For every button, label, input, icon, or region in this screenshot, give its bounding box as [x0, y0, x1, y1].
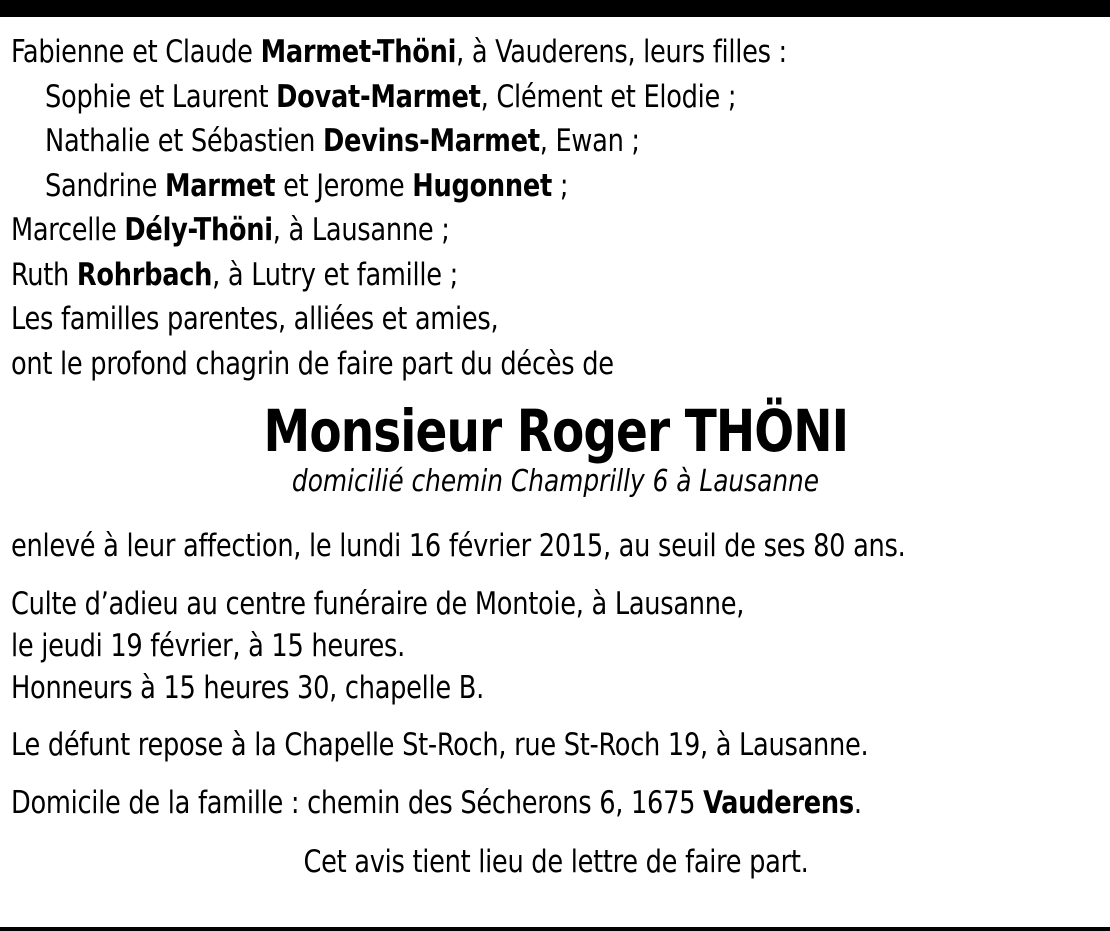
announcement-line: ont le profond chagrin de faire part du décès de	[11, 345, 614, 382]
family-line-text: et Jerome	[275, 167, 413, 204]
family-line-text: Fabienne et Claude	[11, 34, 261, 70]
deceased-address: domicilié chemin Champrilly 6 à Lausanne	[292, 464, 820, 499]
family-line-5	[11, 208, 1014, 253]
rest-line: Le défunt repose à la Chapelle St-Roch, rue St-Roch 19, à Lausanne.	[11, 726, 869, 763]
deceased-name: Monsieur Roger THÖNI	[263, 397, 849, 465]
ceremony-line: le jeudi 19 février, à 15 heures.	[11, 627, 406, 664]
ceremony-line: Honneurs à 15 heures 30, chapelle B.	[11, 669, 484, 706]
family-surname: Marmet	[165, 167, 276, 204]
family-line-6	[11, 253, 1014, 298]
top-border-rule	[0, 0, 1110, 17]
death-line: enlevé à leur affection, le lundi 16 février 2015, au seuil de ses 80 ans.	[11, 528, 906, 564]
family-line-text: , Clément et Elodie ;	[480, 78, 737, 115]
family-line-text: , Ewan ;	[539, 123, 640, 159]
family-line-text: , à Lutry et famille ;	[212, 256, 458, 293]
family-home-line	[11, 781, 1014, 826]
family-surname: Dély-Thöni	[124, 212, 273, 248]
family-line-text: Sandrine	[45, 167, 166, 204]
family-line-1	[11, 30, 1014, 75]
family-line-text: , à Vauderens, leurs filles :	[456, 34, 787, 70]
family-line-3	[11, 119, 1014, 164]
relatives-line: Les familles parentes, alliées et amies,	[11, 301, 499, 337]
family-line-text: ;	[552, 167, 569, 204]
deceased-block	[11, 398, 1101, 500]
family-surname: Hugonnet	[412, 167, 553, 204]
ceremony-line: Culte d’adieu au centre funéraire de Montoie, à Lausanne,	[11, 585, 745, 622]
family-home-text: .	[853, 785, 862, 821]
family-home-town: Vauderens	[703, 785, 854, 821]
family-line-2	[11, 75, 1014, 120]
family-line-4	[11, 164, 1014, 209]
bottom-border-rule	[0, 927, 1110, 931]
ceremony-block	[11, 583, 1101, 709]
closing-line: Cet avis tient lieu de lettre de faire part.	[303, 843, 809, 880]
family-line-text: Marcelle	[11, 212, 125, 248]
family-surname: Devins-Marmet	[322, 123, 540, 159]
family-surname: Rohrbach	[76, 256, 213, 293]
obituary-notice	[11, 30, 1101, 884]
family-surname: Marmet-Thöni	[260, 34, 457, 70]
family-surname: Dovat-Marmet	[276, 78, 481, 115]
family-line-text: Nathalie et Sébastien	[45, 123, 323, 159]
family-line-text: , à Lausanne ;	[272, 212, 450, 248]
family-line-text: Sophie et Laurent	[45, 78, 277, 115]
family-home-text: Domicile de la famille : chemin des Sécherons 6, 1675	[11, 785, 704, 821]
family-line-text: Ruth	[11, 256, 77, 293]
